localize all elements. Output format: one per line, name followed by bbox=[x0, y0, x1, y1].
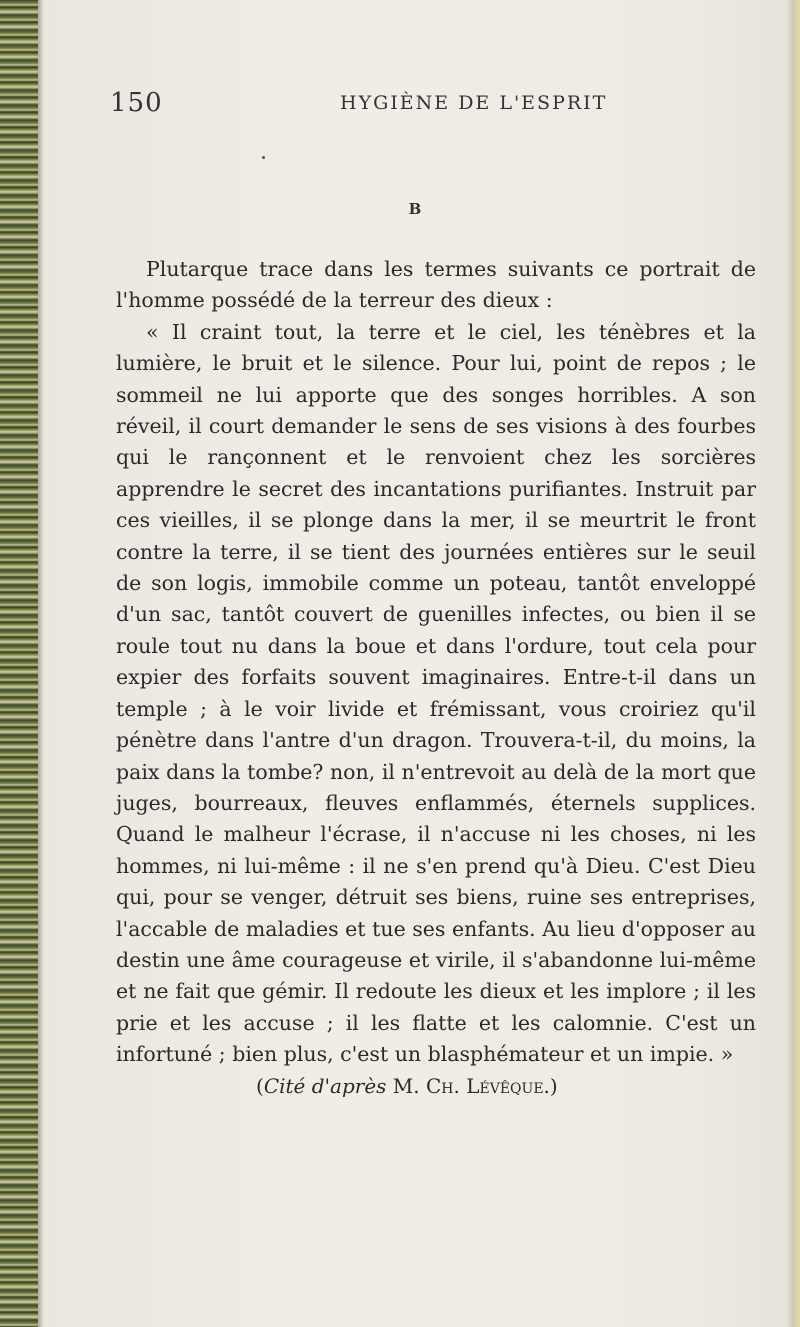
paper-speck bbox=[262, 156, 265, 159]
section-letter: B bbox=[408, 200, 422, 218]
running-head: HYGIÈNE DE L'ESPRIT bbox=[340, 92, 608, 114]
attribution-name: M. Ch. Lévêque. bbox=[392, 1073, 550, 1098]
attribution-open: ( bbox=[256, 1073, 264, 1098]
intro-paragraph: Plutarque trace dans les termes suivants ce portrait de l'homme possédé de la terreur des dieux : bbox=[116, 257, 756, 313]
page-header bbox=[110, 88, 750, 128]
attribution bbox=[116, 1071, 756, 1102]
attribution-cite: Cité d'après bbox=[263, 1073, 387, 1098]
attribution-close: ) bbox=[549, 1073, 558, 1098]
quote-paragraph: « Il craint tout, la terre et le ciel, les ténèbres et la lumière, le bruit et le silence. Pour lui, point de repos ; le sommeil ne lui apporte que des songes horribles. A son réveil, il court demander le sens de ses visions à des fourbes qui le rançonnent et le renvoient chez les sorcières apprendre le secret des incantations purifiantes. Instruit par ces vieilles, il se plonge dans la mer, il se meurtrit le front contre la terre, il se tient des journées entières sur le seuil de son logis, immobile comme un poteau, tantôt enveloppé d'un sac, tantôt couvert de guenilles infectes, ou bien il se roule tout nu dans la boue et dans l'ordure, tout cela pour expier des forfaits souvent imaginaires. Entre-t-il dans un temple ; à le voir livide et frémissant, vous croiriez qu'il pénètre dans l'antre d'un dragon. Trouvera-t-il, du moins, la paix dans la tombe? non, il n'entrevoit au delà de la mort que juges, bourreaux, fleuves enflammés, éternels supplices. Quand le malheur l'écrase, il n'accuse ni les choses, ni les hommes, ni lui-même : il ne s'en prend qu'à Dieu. C'est Dieu qui, pour se venger, détruit ses biens, ruine ses entreprises, l'accable de maladies et tue ses enfants. Au lieu d'opposer au destin une âme courageuse et virile, il s'abandonne lui-même et ne fait que gémir. Il redoute les dieux et les implore ; il les prie et les accuse ; il les flatte et les calomnie. C'est un infortuné ; bien plus, c'est un blasphémateur et un impie. » bbox=[116, 319, 756, 1067]
page-number: 150 bbox=[110, 88, 163, 118]
body-text bbox=[116, 254, 756, 1102]
